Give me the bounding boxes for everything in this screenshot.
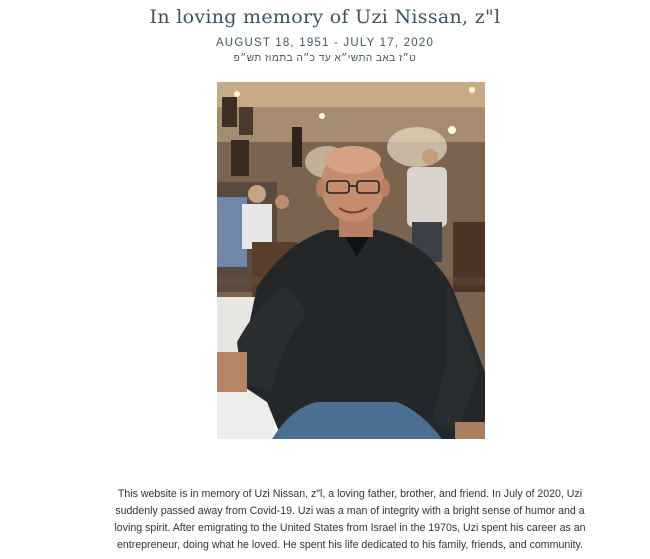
portrait-photo-icon: [217, 82, 485, 439]
bio-line: loving spirit. After emigrating to the United States from Israel in the 1970s, Uzi spent his career as an: [114, 522, 586, 534]
life-dates: AUGUST 18, 1951 - JULY 17, 2020: [215, 37, 435, 49]
page-title: In loving memory of Uzi Nissan, z"l: [149, 6, 501, 28]
memorial-photo: [217, 82, 485, 439]
hebrew-dates: ט״ז באב התשי״א עד כ״ה בתמוז תש״פ: [233, 53, 417, 64]
bio-line: entrepreneur, doing what he loved. He spent his life dedicated to his family, friends, and community.: [117, 539, 583, 551]
bio-line: suddenly passed away from Covid-19. Uzi was a man of integrity with a bright sense of humor and a: [115, 505, 585, 517]
bio-text: [95, 486, 605, 554]
bio-line: This website is in memory of Uzi Nissan, z"l, a loving father, brother, and friend. In July of 2020, Uzi: [117, 488, 583, 500]
